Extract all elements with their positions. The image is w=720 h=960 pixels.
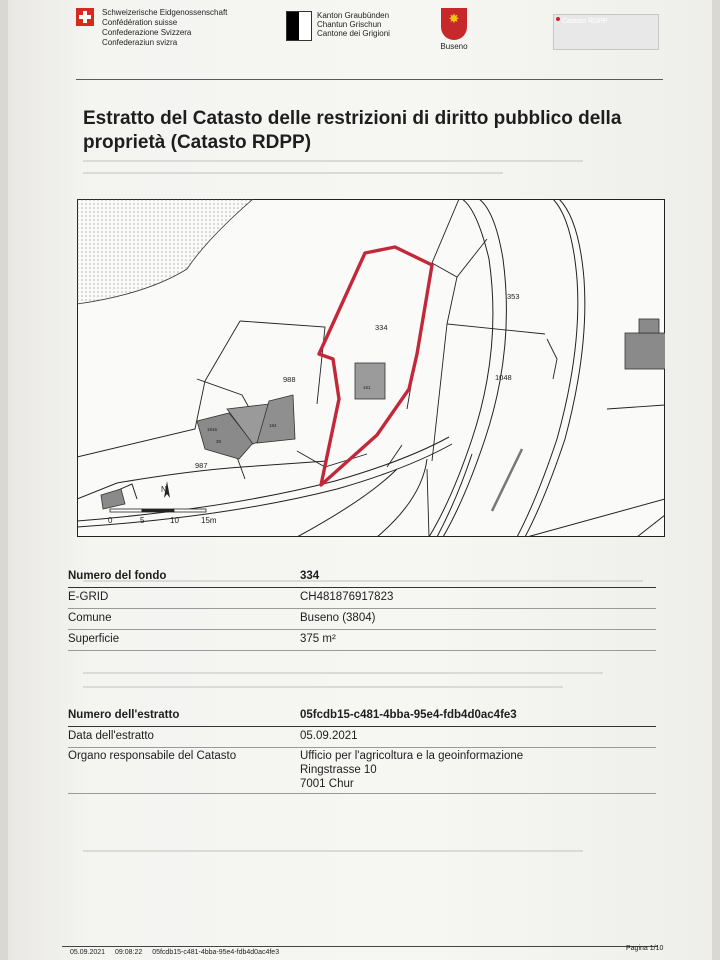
swiss-flag-icon	[76, 8, 94, 26]
rdpp-dot-icon	[556, 17, 560, 21]
page-number: Pagina 1/10	[626, 945, 664, 952]
confederation-logo	[76, 8, 227, 48]
parcel-label: 987	[195, 461, 208, 470]
commune-label: Comune	[68, 612, 112, 624]
responsible-office-name: Ufficio per l'agricoltura e la geoinformazione	[300, 750, 524, 762]
commune-logo-label: Buseno	[440, 42, 468, 51]
buseno-shield-icon: ✸	[441, 8, 467, 40]
building	[639, 319, 659, 333]
page-title: Estratto del Catasto delle restrizioni di diritto pubblico della proprietà (Catasto RDPP)	[83, 108, 622, 153]
north-label: N	[161, 485, 167, 494]
extract-page	[8, 0, 712, 960]
row-divider	[68, 608, 656, 609]
map-canvas	[77, 199, 665, 537]
extract-date-label: Data dell'estratto	[68, 730, 154, 742]
canton-de: Kanton Graubünden	[317, 11, 390, 20]
confederation-de: Schweizerische Eidgenossenschaft	[102, 8, 228, 17]
parcel-number-label: Numero del fondo	[68, 570, 167, 582]
row-divider	[68, 747, 656, 748]
canton-names	[317, 11, 390, 41]
extract-number-value: 05fcdb15-c481-4bba-95e4-fdb4d0ac4fe3	[300, 709, 517, 721]
confederation-it: Confederazione Svizzera	[102, 28, 192, 37]
confederation-names	[102, 8, 227, 48]
building	[355, 363, 385, 399]
row-divider	[68, 793, 656, 794]
scale-label: 15m	[201, 516, 217, 525]
building-label: 1916	[207, 427, 218, 432]
footer-divider	[62, 946, 658, 947]
bleed-through	[83, 850, 583, 852]
canton-rm: Chantun Grischun	[317, 20, 382, 29]
commune-logo	[432, 8, 476, 51]
canton-logo	[286, 11, 390, 41]
building-label: 161	[363, 385, 371, 390]
canton-coat-of-arms-icon	[286, 11, 312, 41]
responsible-office-label: Organo responsabile del Catasto	[68, 750, 237, 762]
rdpp-badge-label: Catasto RDPP	[562, 18, 608, 25]
building-label: 184	[269, 423, 277, 428]
building	[625, 333, 665, 369]
responsible-office-city: 7001 Chur	[300, 778, 354, 790]
scale-label: 0	[108, 516, 113, 525]
footer-extract-id: 05fcdb15-c481-4bba-95e4-fdb4d0ac4fe3	[152, 949, 280, 956]
rdpp-badge	[553, 14, 659, 50]
parcel-number-value: 334	[300, 570, 320, 582]
scale-label: 10	[170, 516, 179, 525]
building-label: 38	[216, 439, 222, 444]
bleed-through	[83, 160, 583, 162]
bleed-through	[83, 686, 563, 688]
confederation-fr: Confédération suisse	[102, 18, 178, 27]
bleed-through	[83, 580, 643, 582]
egrid-value: CH481876917823	[300, 591, 394, 603]
bleed-through	[83, 672, 603, 674]
cadastral-map	[77, 199, 665, 537]
row-divider	[68, 650, 656, 651]
header-divider	[76, 79, 663, 80]
responsible-office-street: Ringstrasse 10	[300, 764, 377, 776]
extract-number-label: Numero dell'estratto	[68, 709, 180, 721]
area-value: 375 m²	[300, 633, 336, 645]
parcel-label: 1048	[495, 373, 512, 382]
area-label: Superficie	[68, 633, 120, 645]
row-divider	[68, 587, 656, 588]
bleed-through	[83, 172, 503, 174]
commune-value: Buseno (3804)	[300, 612, 376, 624]
row-divider	[68, 726, 656, 727]
footer-time: 09:08:22	[115, 949, 143, 956]
parcel-label: 353	[507, 292, 520, 301]
row-divider	[68, 629, 656, 630]
extract-date-value: 05.09.2021	[300, 730, 358, 742]
confederation-rm: Confederaziun svizra	[102, 38, 178, 47]
scale-label: 5	[140, 516, 145, 525]
parcel-label: 334	[375, 323, 388, 332]
parcel-label: 988	[283, 375, 296, 384]
footer-meta	[70, 949, 287, 956]
footer-date: 05.09.2021	[70, 949, 106, 956]
egrid-label: E-GRID	[68, 591, 109, 603]
canton-it: Cantone dei Grigioni	[317, 29, 390, 38]
